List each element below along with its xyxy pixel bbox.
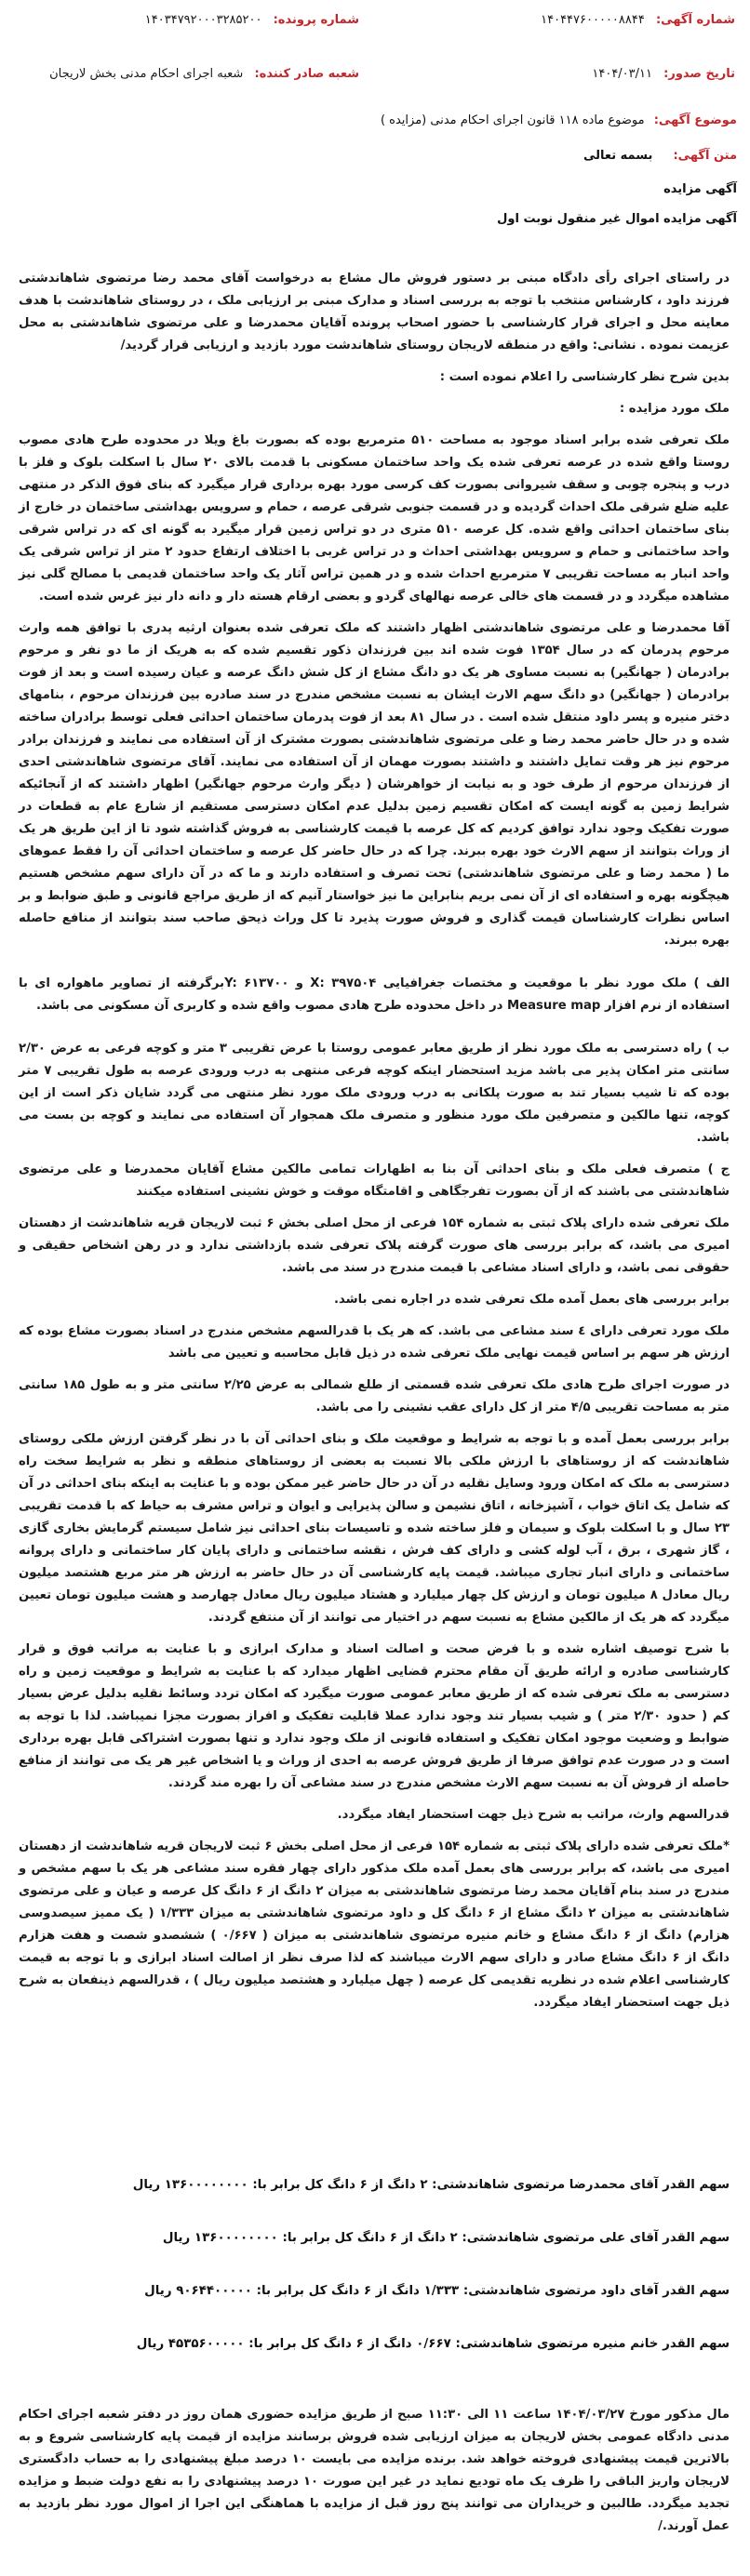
closing-paragraph: مال مذکور مورخ ۱۴۰۴/۰۳/۲۷ ساعت ۱۱ الی ۱۱:۳۰ صبح از طریق مزایده حضوری همان روز در دفتر شعبه اجرای احکام مدنی دادگاه عمومی بخش لاریجان به میزان ارزیابی شده فروش برسانند مزایده از قیمت پایه کارشناسی شروع و به بالاترین قیمت پیشنهادی فروخته خواهد شد. برنده مزایده می بایست ۱۰ درصد مبلغ پیشنهادی را به حساب دادگستری لاریجان واریز الباقی را ظرف یک ماه تودیع نماید در غیر این صورت ۱۰ درصد پیشنهادی را به نفع دولت ضبط و مزایده تجدید میگردد. طالبین و خریداران می توانند پنج روز قبل از مزایده با هماهنگی این اجرا از اموال مورد نظر بازدید به عمل آورند./ xyxy=(19,2408,730,2533)
text-label: متن آگهی: xyxy=(673,149,737,163)
bismillah: بسمه تعالی xyxy=(583,149,653,163)
paragraph-valuation: برابر بررسی بعمل آمده و با توجه به شرایط و موقعیت ملک و بنای احداثی آن با در نظر گرفتن ارزش ملکی روستای شاهاندشت که از روستاهای با ارزش ملکی بالا نسبت به بعضی از روستاهای منطقه و نظر به شرایط سخت راه دسترسی به ملک که امکان ورود وسایل نقلیه در آن در حال حاضر غیر ممکن بوده و با عنایت به اینکه بنای احداثی در آن که شامل یک اتاق خواب ، آشپزخانه ، اتاق نشیمن و سالن پذیرایی و ایوان و تراس مشرف به حیاط که با قدمت تقریبی ۲۳ سال و با اسکلت بلوک و سیمان و فلز ساخته شده و تاسیسات بنای احداثی نیز شامل سیستم گرمایش بخاری گازی ، گاز شهری ، برق ، آب لوله کشی و دارای کف فرش ، نقشه ساختمانی و دارای پایان کار ساختمانی و دارای پروانه ساختمانی و دارای انبار تجاری میباشد. قیمت پایه کارشناسی آن در حال حاضر به ارزش هر متر مربع هشتصد میلیون ریال معادل ۸ میلیون تومان و ارزش کل چهار میلیارد و هشتاد میلیون ریال معادل چهارصد و هشت میلیون تومان تعیین میگردد که هر یک از مالکین مشاع به نسبت سهم در اختیار می توانند از آن منتفع گردند. xyxy=(19,1432,730,1625)
issue-date: ۱۴۰۴/۰۳/۱۱ xyxy=(592,67,652,81)
subject-row xyxy=(381,113,737,127)
paragraph-shares-detail: *ملک تعرفی شده دارای پلاک ثبتی به شماره ۱۵۴ فرعی از محل اصلی بخش ۶ ثبت لاریجان قریه شاهاندشت از دهستان امیری می باشد، که برابر بررسی های بعمل آمده ملک مذکور دارای چهار فقره سند مشاعی هر یک با سهم مشخص و مندرج در سند بنام آقایان محمد رضا مرتضوی شاهاندشتی به میزان ۲ دانگ از ۶ دانگ کل عرصه و عیان و علی مرتضوی شاهاندشتی به میزان ۲ دانگ مشاع از ۶ دانگ کل و داود مرتضوی شاهاندشتی به میزان ۱/۳۳۳ ( یک ممیز سیصدوسی هزارم) دانگ از ۶ دانگ مشاع و خانم منیره مرتضوی شاهاندشتی به میزان ( ۰/۶۶۷ ) ششصدو شصت و هفت هزارم دانگ از ۶ دانگ مشاع صادر و دارای سهم الارث میباشند که لذا صرف نظر از اصالت اسناد ابرازی و با توجه به قیمت کارشناسی اعلام شده در نظریه تقدیمی کل عرصه ( چهل میلیارد و هشتصد میلیون ریال ) ، قدرالسهم ذینفعان به شرح ذیل جهت استحضار ایفاد میگردد. xyxy=(19,1839,730,2010)
issuer: شعبه اجرای احکام مدنی بخش لاریجان xyxy=(49,67,244,81)
case-number-row xyxy=(145,13,359,27)
paragraph-property-heading: ملک مورد مزایده : xyxy=(619,402,730,416)
subject: موضوع ماده ۱۱۸ قانون اجرای احکام مدنی (مزایده ) xyxy=(380,113,645,127)
paragraph-access: ب ) راه دسترسی به ملک مورد نظر از طریق معابر عمومی روستا با عرض تقریبی ۳ متر و کوچه فرعی به عرض ۲/۳۰ سانتی متر امکان پذیر می باشد مزید استحضار اینکه کوچه فرعی منتهی به درب ورودی عرصه به طول تقریبی ۷ متر بوده که تا شیب بسیار تند به صورت پلکانی به درب ورودی ملک مورد نظر منتهی می گردد شایان ذکر است از این کوچه، تنها مالکین و متصرفین ملک مورد منظور و متصرف ملک همجوار آن استفاده می نمایند و کوچه بن بست می باشد. xyxy=(19,1042,730,1145)
paragraph-lease: برابر بررسی های بعمل آمده ملک تعرفی شده در اجاره نمی باشد. xyxy=(333,1293,730,1307)
paragraph-intro: در راستای اجرای رأی دادگاه مبنی بر دستور فروش مال مشاع به درخواست آقای محمد رضا مرتضوی شاهاندشتی فرزند داود ، کارشناس منتخب با توجه به بررسی اسناد و مدارک مبنی بر ارزیابی ملک ، در روستای شاهاندشت با هدف معاینه محل و اجرای قرار کارشناسی با حضور اصحاب پرونده آقایان محمدرضا و علی مرتضوی شاهاندشتی به محل عزیمت نموده . نشانی: واقع در منطقه لاریجان روستای شاهاندشت مورد بازدید و ارزیابی قرار گردید/ xyxy=(19,272,730,352)
meta-block xyxy=(11,113,737,244)
paragraph-expert-intro: بدین شرح نظر کارشناسی را اعلام نموده است : xyxy=(439,370,730,384)
ad-number-label: شماره آگهی: xyxy=(655,13,735,27)
paragraph-occupant: ج ) متصرف فعلی ملک و بنای احداثی آن بنا به اظهارات تمامی مالکین مشاع آقایان محمدرضا و علی مرتضوی شاهاندشتی می باشند که از آن بصورت تفرجگاهی و اقامتگاه موقت و خوش نشینی استفاده میکنند xyxy=(19,1162,730,1199)
share-row: سهم القدر خانم منیره مرتضوی شاهاندشتی: ۰/۶۶۷ دانگ از ۶ دانگ کل برابر با: ۴۵۳۵۶۰۰۰۰۰ ریال xyxy=(136,2337,730,2351)
paragraph-location: الف ) ملک مورد نظر با موقعیت و مختصات جغرافیایی X: ۳۹۷۵۰۴ و Y: ۶۱۳۷۰۰برگرفته از تصاویر ماهواره ای با استفاده از نرم افزار Measure map در داخل محدوده طرح هادی مصوب واقع شده و کاربری آن مسکونی می باشد. xyxy=(19,976,730,1013)
ad-number-row xyxy=(541,13,735,27)
paragraph-conclusion: با شرح توصیف اشاره شده و با فرض صحت و اصالت اسناد و مدارک ابرازی و با عنایت به مراتب فوق و قرار کارشناسی صادره و ارائه طریق آن مقام محترم قضایی اظهار میدارد که با عنایت به شرایط و موقعیت زمین و راه دسترسی به ملک تعرفی شده که از طریق معابر عمومی صورت میگیرد که امکان تردد وسائط نقلیه بدلیل عرض بسیار کم ( حدود ۲/۳۰ متر ) و شیب بسیار تند وجود ندارد عملا قابلیت تفکیک و افراز بصورت مجزا نمیباشد. لذا با توجه به ضوابط و وضعیت موجود امکان تفکیک و استفاده قانونی از ملک وجود ندارد و تنها بصورت اشتراکی قابل بهره برداری است و در صورت عدم توافق صرفا از طریق فروش عرصه به احدی از وراث و یا اشخاص غیر هر یک می توانند از منافع حاصله از فروش آن به نسبت سهم الارث مشخص مندرج در سند مشاعی آن را بهره مند گردند. xyxy=(19,1642,730,1790)
case-number: ۱۴۰۳۴۷۹۲۰۰۰۳۲۸۵۲۰۰ xyxy=(144,13,262,27)
paragraph-shares-intro: قدرالسهم وارث، مراتب به شرح ذیل جهت استحضار ایفاد میگردد. xyxy=(337,1808,730,1822)
subject-label: موضوع آگهی: xyxy=(653,113,737,127)
paragraph-heirs-statement: آقا محمدرضا و علی مرتضوی شاهاندشتی اظهار داشتند که ملک تعرفی شده بعنوان ارثیه پدری با توافق همه وارث مرحوم پدرمان که در سال ۱۳۵۴ فوت شده اند بین فرزندان ذکور تقسیم شده که به هریک از ما دو نفر و مرحوم برادرمان ( جهانگیر) به نسبت مساوی هر یک دو دانگ مشاع از کل شش دانگ عرصه و عیان رسیده است و بعد از فوت برادرمان ( جهانگیر) دو دانگ سهم الارث ایشان به نسبت مشخص مندرج در سند صادره بین فرزندان مرحوم ، بنامهای دختر منیره و پسر داود منتقل شده است . در سال ۸۱ بعد از فوت پدرمان ساختمان احداثی فعلی توسط برادران ساخته شده و در حال حاضر محمد رضا و علی مرتضوی شاهاندشتی بصورت مشترک از آن استفاده می نمایند و فرزندان برادر مرحوم نیز هر وقت تمایل داشتند و داشتند بصورت مهمان از آن استفاده می نمایند. آقای مرتضوی شاهاندشتی احدی از فرزندان مرحوم از طرف خود و به نیابت از خواهرشان ( دیگر وارث مرحوم جهانگیر) اظهار داشتند که از آنجائیکه شرایط زمین به گونه ایست که امکان تقسیم زمین بدلیل عدم امکان دسترسی مستقیم از شارع عام به قطعات در صورت تفکیک وجود ندارد توافق کردیم که کل عرصه با قیمت کارشناسی به فروش گذاشته شود تا از این طریق هر یک از وراث بتوانند از سهم الارث خود بهره ببرند. چرا که در حال حاضر کل عرصه و ساختمان احداثی آن را فقط عموهای ما ( محمد رضا و علی مرتضوی شاهاندشتی) تحت تصرف و استفاده دارند و ما که در آن دارای سهم مشخص هستیم هیچگونه بهره و استفاده ای از آن نمی بریم بنابراین ما نیز خواستار آنیم که از طریق مراجع قانونی و طبق ضوابط و بر اساس نظرات کارشناسان قیمت گذاری و فروش صورت پذیرد تا کل وراث ذیحق صاحب سند بتوانند از منافع حاصله بهره ببرند. xyxy=(19,621,730,948)
share-row: سهم القدر آقای علی مرتضوی شاهاندشتی: ۲ دانگ از ۶ دانگ کل برابر با: ۱۳۶۰۰۰۰۰۰۰۰ ریال xyxy=(162,2231,730,2245)
title-1: آگهی مزایده xyxy=(663,182,737,196)
ad-number: ۱۴۰۴۴۷۶۰۰۰۰۰۸۸۴۴ xyxy=(541,13,645,27)
paragraph-registration: ملک تعرفی شده دارای پلاک ثبتی به شماره ۱۵۴ فرعی از محل اصلی بخش ۶ ثبت لاریجان قریه شاهاندشت از دهستان امیری می باشد، که برابر بررسی های صورت گرفته پلاک تعرفی شده بازداشتی ندارد و در رهن اشخاص حقیقی و حقوقی نمی باشد، و دارای اسناد مشاعی با قیمت مندرج در سند می باشد. xyxy=(19,1216,730,1275)
case-number-label: شماره پرونده: xyxy=(273,13,359,27)
issuer-row xyxy=(49,67,359,81)
title-2: آگهی مزایده اموال غیر منقول نوبت اول xyxy=(497,212,737,226)
paragraph-deeds: ملک مورد تعرفی دارای ٤ سند مشاعی می باشد. که هر یک با قدرالسهم مشخص مندرج در اسناد بصورت مشاع بوده که ارزش هر سهم بر اساس قیمت نهایی ملک تعرفی شده در ذیل قابل محاسبه و تعیین می باشد xyxy=(19,1324,730,1361)
issuer-label: شعبه صادر کننده: xyxy=(254,67,359,81)
paragraph-setback: در صورت اجرای طرح هادی ملک تعرفی شده قسمتی از طلع شمالی به عرض ۲/۲۵ سانتی متر و به طول ۱۸۵ سانتی متر به مساحت تقریبی ۴/۵ متر از کل دارای عقب نشینی را می باشد. xyxy=(19,1378,730,1414)
issue-date-row xyxy=(592,67,735,81)
issue-date-label: تاریخ صدور: xyxy=(663,67,735,81)
share-row: سهم القدر آقای محمدرضا مرتضوی شاهاندشتی: ۲ دانگ از ۶ دانگ کل برابر با: ۱۳۶۰۰۰۰۰۰۰۰ ریال xyxy=(132,2178,730,2192)
text-label-row xyxy=(583,149,737,163)
paragraph-property-description: ملک تعرفی شده برابر اسناد موجود به مساحت ۵۱۰ مترمربع بوده که بصورت باغ ویلا در محدوده طرح هادی مصوب روستا واقع شده در عرصه تعرفی شده یک واحد ساختمان مسکونی با قدمت بالای ۲۰ سال با اسکلت بلوک و فلز با درب و پنجره چوبی و سقف شیروانی بصورت کف کرسی مورد بهره برداری قرار میگیرد که بنای فوق الذکر در منتهی علیه ضلع شرقی ملک احداث گردیده و در قسمت جنوبی شرقی عرصه ، حمام و سرویس بهداشتی ساختمان در خارج از بنای ساختمان احداثی واقع شده. کل عرصه ۵۱۰ متری در دو تراس زمین قرار میگیرد به گونه ای که در تراس شرقی واحد ساختمانی و حمام و سرویس بهداشتی احداث و در تراس غربی با اختلاف ارتفاع حدود ۲ متر از تراس شرقی یک واحد انبار به مساحت تقریبی ۷ مترمربع احداث شده و در همین تراس آثار یک واحد ساختمان قدیمی با مصالح گلی نیز مشاهده میگردد و در قسمت های خالی عرصه نهالهای گردو و بعضی ارقام هسته دار و دانه دار نیز غرس شده است. xyxy=(19,433,730,604)
body-text xyxy=(19,268,730,2024)
share-row: سهم القدر آقای داود مرتضوی شاهاندشتی: ۱/۳۳۳ دانگ از ۶ دانگ کل برابر با: ۹۰۶۴۴۰۰۰۰۰ ریال xyxy=(144,2284,730,2298)
